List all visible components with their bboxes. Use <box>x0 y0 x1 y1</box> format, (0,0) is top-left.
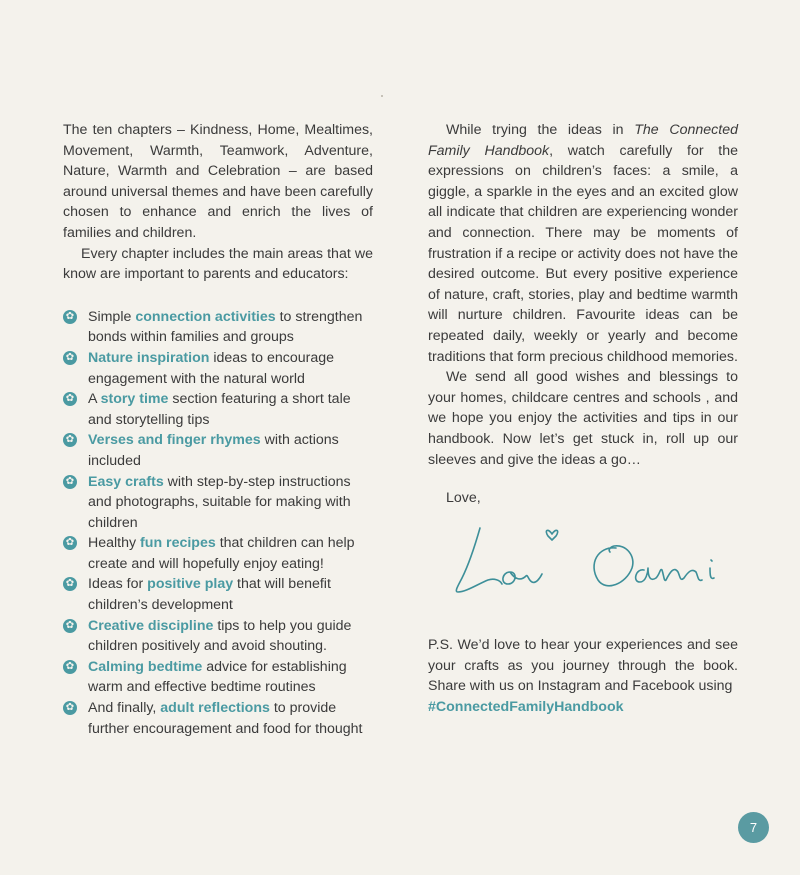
page-number-badge: 7 <box>738 812 769 843</box>
item-text: Ideas for <box>88 576 148 593</box>
feature-list-item <box>63 389 373 430</box>
feature-list-item <box>63 533 373 574</box>
flower-bullet-icon <box>63 536 77 550</box>
intro-paragraph: The ten chapters – Kindness, Home, Mealtimes, Movement, Warmth, Teamwork, Adventure, Nature, Warmth and Celebration – are based around universal themes and have been carefully chosen to enhance and enrich the lives of families and children. <box>63 122 373 241</box>
hashtag-link[interactable]: #ConnectedFamilyHandbook <box>428 698 624 715</box>
item-highlight: Calming bedtime <box>88 658 203 675</box>
postscript <box>428 635 738 717</box>
item-highlight: positive play <box>147 576 234 593</box>
right-column <box>428 120 738 509</box>
ps-text: P.S. We’d love to hear your experiences and see your crafts as you journey through the book. Share with us on Instagram and Facebook using <box>428 637 738 695</box>
lead-paragraph: Every chapter includes the main areas that we know are important to parents and educators: <box>63 245 373 283</box>
item-text: ideas to encourage engagement with the natural world <box>88 349 335 387</box>
flower-bullet-icon <box>63 577 77 591</box>
expressions-paragraph <box>428 120 738 367</box>
flower-bullet-icon <box>63 701 77 715</box>
postscript-text <box>428 635 738 717</box>
feature-list-item <box>63 348 373 389</box>
item-highlight: Easy crafts <box>88 473 164 490</box>
feature-list-item <box>63 307 373 348</box>
item-text: Healthy <box>88 535 141 552</box>
flower-bullet-icon <box>63 619 77 633</box>
feature-list-item <box>63 616 373 657</box>
item-text: section featuring a short tale and storytelling tips <box>88 391 351 428</box>
flower-bullet-icon <box>63 475 77 489</box>
paper-speck <box>381 95 383 97</box>
paragraph-text: While trying the ideas in <box>446 122 635 138</box>
wishes-paragraph: We send all good wishes and blessings to your homes, childcare centres and schools , and we hope you enjoy the activities and tips in our handbook. Now let’s get stuck in, roll up our sleeves and give the ideas a go… <box>428 369 738 468</box>
handwritten-signature <box>448 520 728 600</box>
item-text: A <box>88 391 101 408</box>
item-text: with step-by-step instructions and photographs, suitable for making with children <box>88 473 351 531</box>
feature-list-item <box>63 574 373 615</box>
chapter-features-list <box>63 307 373 739</box>
item-text: to provide further encouragement and food for thought <box>88 700 363 737</box>
item-text: And finally, <box>88 700 161 717</box>
closing-love: Love, <box>446 490 481 507</box>
feature-list-item <box>63 472 373 534</box>
flower-bullet-icon <box>63 433 77 447</box>
left-column <box>63 120 373 739</box>
flower-bullet-icon <box>63 660 77 674</box>
item-highlight: fun recipes <box>140 535 216 552</box>
item-highlight: connection activities <box>135 308 276 325</box>
item-highlight: story time <box>100 391 169 408</box>
item-text: that will benefit children’s development <box>88 576 331 614</box>
item-text: to strengthen bonds within families and groups <box>88 308 363 346</box>
item-highlight: adult reflections <box>160 700 270 717</box>
item-text: Simple <box>88 308 136 325</box>
flower-bullet-icon <box>63 392 77 406</box>
flower-bullet-icon <box>63 351 77 365</box>
item-highlight: Verses and finger rhymes <box>88 432 261 449</box>
item-text: that children can help create and will hopefully enjoy eating! <box>88 535 355 572</box>
item-highlight: Nature inspiration <box>88 349 210 366</box>
paragraph-text: , watch carefully for the expressions on children’s faces: a smile, a giggle, a sparkle in the eyes and an excited glow all indicate that children are experiencing wonder and connection. There may be moments of frustration if a recipe or activity does not have the desired outcome. But every positive experience of nature, craft, stories, play and bedtime warmth will nurture children. Favourite ideas can be repeated daily, weekly or yearly and become traditions that form precious childhood memories. <box>428 142 738 365</box>
item-text: tips to help you guide children positively and avoid shouting. <box>88 617 352 655</box>
flower-bullet-icon <box>63 310 77 324</box>
item-text: with actions included <box>88 432 339 469</box>
feature-list-item <box>63 430 373 471</box>
item-highlight: Creative discipline <box>88 617 214 634</box>
feature-list-item <box>63 698 373 739</box>
feature-list-item <box>63 657 373 698</box>
item-text: advice for establishing warm and effective bedtime routines <box>88 658 347 696</box>
book-title: The Connected Family Handbook <box>428 122 738 159</box>
